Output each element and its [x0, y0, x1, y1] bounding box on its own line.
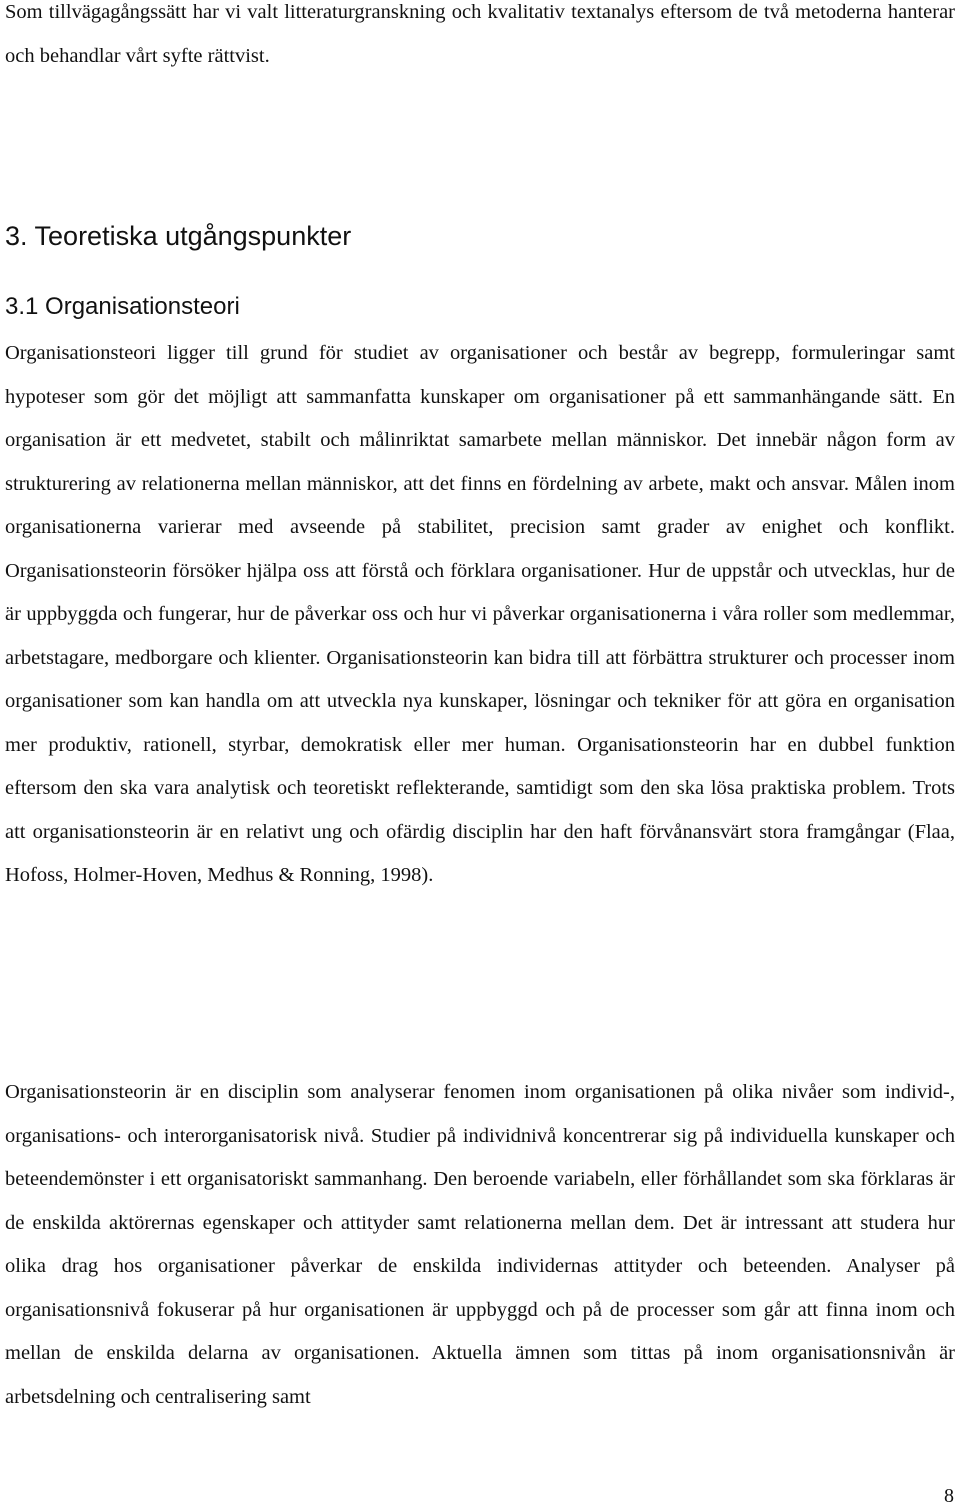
page-number: 8	[944, 1485, 954, 1507]
body-paragraph-2: Organisationsteorin är en disciplin som analyserar fenomen inom organisationen på olika nivåer som individ-, organisations- och interorganisatorisk nivå. Studier på individnivå koncentrerar sig på individuella kunskaper och beteendemönster i ett organisatoriskt sammanhang. Den beroende variabeln, eller förhållandet som ska förklaras är de enskilda aktörernas egenskaper och attityder samt relationerna mellan dem. Det är intressant att studera hur olika drag hos organisationer påverkar de enskilda individernas attityder och beteenden. Analyser på organisationsnivå fokuserar på hur organisationen är uppbyggd och på de processer som går att finna inom och mellan de enskilda delarna av organisationen. Aktuella ämnen som tittas på inom organisationsnivån är arbetsdelning och centralisering samt	[5, 1081, 955, 1408]
body-paragraph-1: Organisationsteori ligger till grund för studiet av organisationer och består av begrepp, formuleringar samt hypoteser som gör det möjligt att sammanfatta kunskaper om organisationer på ett sammanhängande sätt. En organisation är ett medvetet, stabilt och målinriktat samarbete mellan människor. Det innebär någon form av strukturering av relationerna mellan människor, att det finns en fördelning av arbete, makt och ansvar. Målen inom organisationerna varierar med avseende på stabilitet, precision samt grader av enighet och konflikt. Organisationsteorin försöker hjälpa oss att förstå och förklara organisationer. Hur de uppstår och utvecklas, hur de är uppbyggda och fungerar, hur de påverkar oss och hur vi påverkar organisationerna i våra roller som medlemmar, arbetstagare, medborgare och klienter. Organisationsteorin kan bidra till att förbättra strukturer och processer inom organisationer som kan handla om att utveckla nya kunskaper, lösningar och tekniker för att göra en organisation mer produktiv, rationell, styrbar, demokratisk eller mer human. Organisationsteorin har en dubbel funktion eftersom den ska vara analytisk och teoretiskt reflekterande, samtidigt som den ska lösa praktiska problem. Trots att organisationsteorin är en relativt ung och ofärdig disciplin har den haft förvånansvärt stora framgångar (Flaa, Hofoss, Holmer-Hoven, Medhus & Ronning, 1998).	[5, 342, 955, 886]
subsection-heading: 3.1 Organisationsteori	[5, 293, 240, 320]
section-heading: 3. Teoretiska utgångspunkter	[5, 221, 352, 251]
intro-paragraph: Som tillvägagångssätt har vi valt litteraturgranskning och kvalitativ textanalys eftersom de två metoderna hanterar och behandlar vårt syfte rättvist.	[5, 1, 955, 67]
